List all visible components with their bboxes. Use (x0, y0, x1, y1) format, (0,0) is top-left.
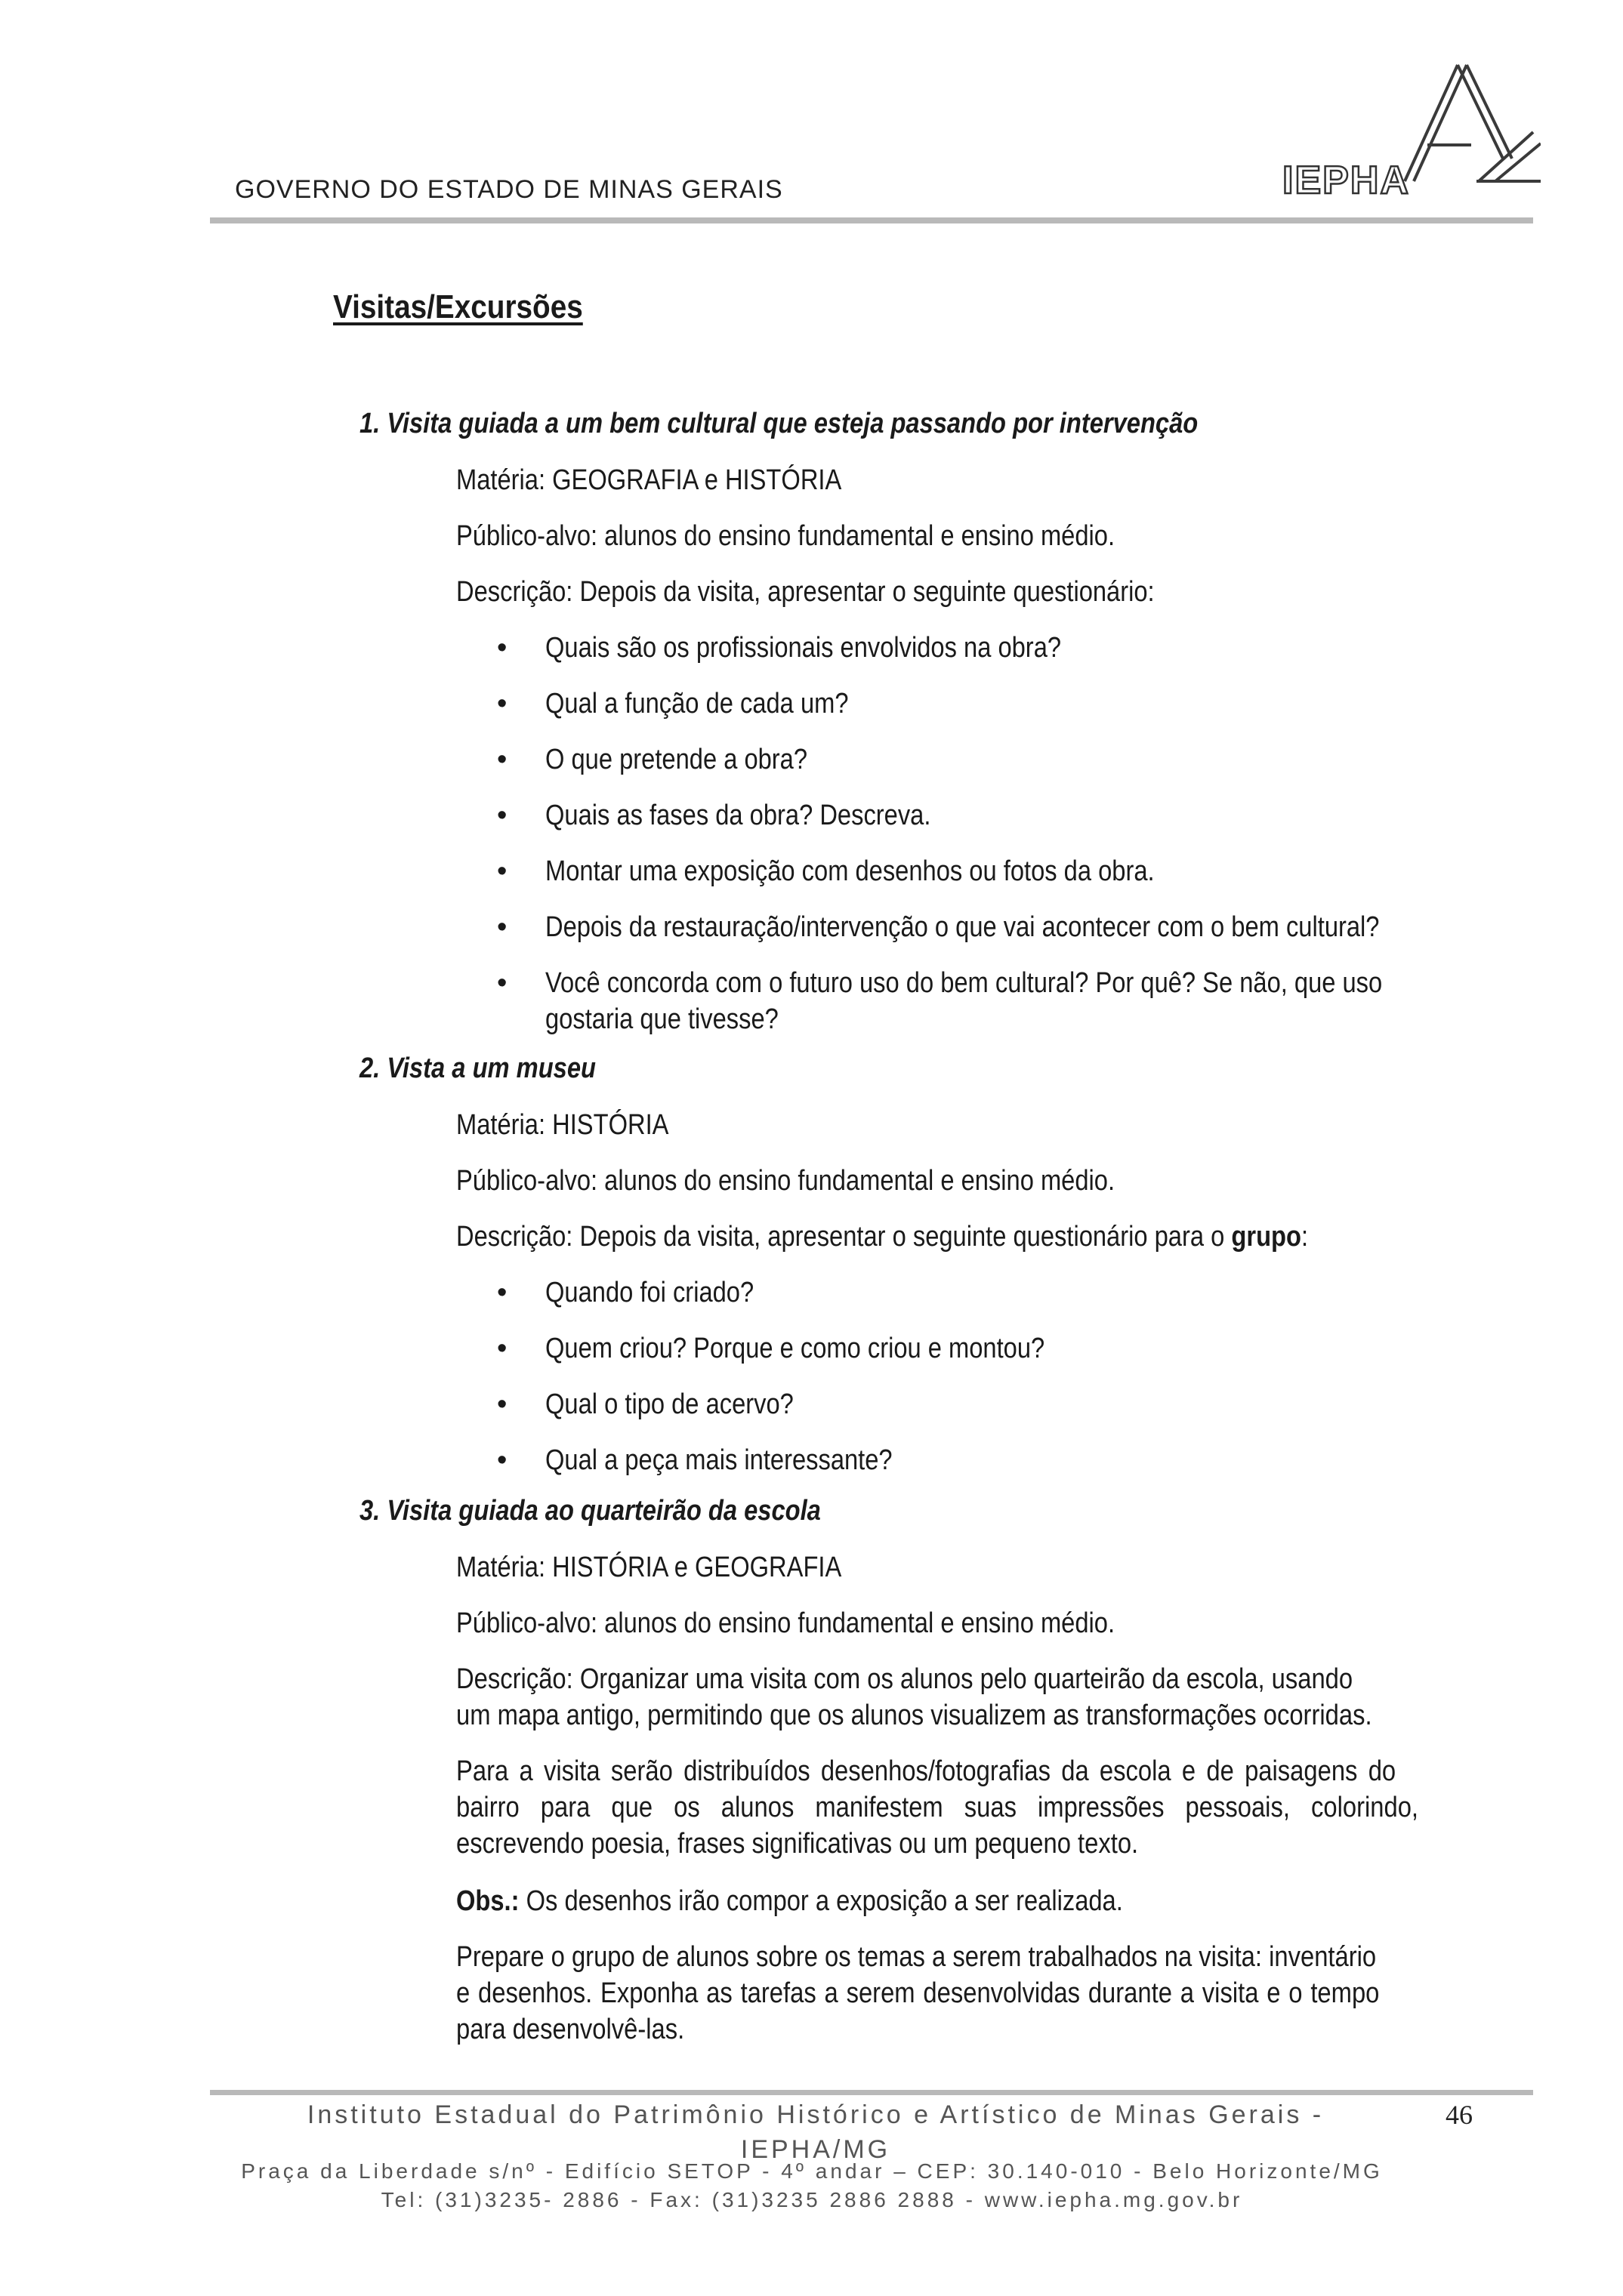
list-item-text: Qual o tipo de acervo? (545, 1388, 794, 1420)
obs-text: Os desenhos irão compor a exposição a ser realizada. (519, 1885, 1123, 1917)
list-item-text: Quais as fases da obra? Descreva. (545, 800, 931, 831)
section-2-publico: Público-alvo: alunos do ensino fundamental e ensino médio. (456, 1165, 1115, 1197)
list-item-text: Você concorda com o futuro uso do bem cultural? Por quê? Se não, que uso (545, 967, 1383, 999)
list-item-text: Quais são os profissionais envolvidos na obra? (545, 632, 1062, 664)
footer-institute-line2: IEPHA/MG (740, 2135, 891, 2164)
text-line: Descrição: Organizar uma visita com os alunos pelo quarteirão da escola, usando (456, 1663, 1353, 1695)
section-2-materia: Matéria: HISTÓRIA (456, 1109, 669, 1141)
list-item-text: Quem criou? Porque e como criou e montou? (545, 1333, 1045, 1364)
footer-institute (227, 2097, 1405, 2167)
list-item-text: Quando foi criado? (545, 1277, 754, 1308)
text-line: escrevendo poesia, frases significativas ou um pequeno texto. (456, 1828, 1139, 1860)
section-3-prepare (456, 1939, 1483, 2048)
bullet-icon: • (497, 1444, 508, 1476)
bullet-icon: • (497, 1333, 508, 1364)
descricao-text: Descrição: Depois da visita, apresentar o seguinte questionário para o (456, 1221, 1232, 1253)
section-3-obs (456, 1883, 1123, 1919)
section-3-descricao (456, 1661, 1483, 1734)
footer-contact: Tel: (31)3235- 2886 - Fax: (31)3235 2886 2888 - www.iepha.mg.gov.br (381, 2188, 1243, 2211)
text-line: e desenhos. Exponha as tarefas a serem desenvolvidas durante a visita e o tempo (456, 1977, 1380, 2009)
iepha-logo (1276, 60, 1541, 211)
footer-address: Praça da Liberdade s/nº - Edifício SETOP - 4º andar – CEP: 30.140-010 - Belo Horizonte/MG (241, 2159, 1383, 2183)
bullet-icon: • (497, 800, 508, 831)
section-3-publico: Público-alvo: alunos do ensino fundamental e ensino médio. (456, 1607, 1115, 1639)
bullet-icon: • (497, 632, 508, 664)
section-2-heading: 2. Vista a um museu (359, 1052, 596, 1084)
list-item-text: O que pretende a obra? (545, 744, 808, 775)
text-line: um mapa antigo, permitindo que os alunos visualizem as transformações ocorridas. (456, 1700, 1372, 1731)
bullet-icon: • (497, 688, 508, 720)
text-line: para desenvolvê-las. (456, 2014, 685, 2045)
page-number: 46 (1446, 2100, 1473, 2130)
bullet-icon: • (497, 744, 508, 775)
section-1-heading: 1. Visita guiada a um bem cultural que esteja passando por intervenção (359, 408, 1199, 439)
list-item-text: Qual a função de cada um? (545, 688, 849, 720)
bullet-icon: • (497, 967, 508, 999)
header-title: GOVERNO DO ESTADO DE MINAS GERAIS (235, 175, 783, 204)
obs-label: Obs.: (456, 1885, 520, 1917)
section-2-descricao (456, 1219, 1308, 1255)
bullet-icon: • (497, 911, 508, 943)
list-item-text: Montar uma exposição com desenhos ou fotos da obra. (545, 855, 1155, 887)
descricao-punct: : (1301, 1221, 1309, 1253)
section-3-paragraph (456, 1753, 1483, 1862)
list-item-text: Qual a peça mais interessante? (545, 1444, 893, 1476)
logo-text: IEPHA (1282, 159, 1410, 202)
list-item-text: gostaria que tivesse? (545, 1003, 779, 1035)
bullet-icon: • (497, 1388, 508, 1420)
descricao-emphasis: grupo (1231, 1221, 1301, 1253)
section-3-heading: 3. Visita guiada ao quarteirão da escola (359, 1495, 821, 1527)
section-1-publico: Público-alvo: alunos do ensino fundamental e ensino médio. (456, 520, 1115, 552)
footer-institute-line1: Instituto Estadual do Patrimônio Histórico e Artístico de Minas Gerais - (307, 2100, 1325, 2129)
section-3-materia: Matéria: HISTÓRIA e GEOGRAFIA (456, 1552, 842, 1583)
text-line: Para a visita serão distribuídos desenhos/fotografias da escola e de paisagens do (456, 1755, 1396, 1787)
text-line: Prepare o grupo de alunos sobre os temas a serem trabalhados na visita: inventário (456, 1941, 1377, 1973)
text-line: bairro para que os alunos manifestem suas impressões pessoais, colorindo, (456, 1792, 1419, 1823)
bullet-icon: • (497, 855, 508, 887)
list-item-text: Depois da restauração/intervenção o que vai acontecer com o bem cultural? (545, 911, 1380, 943)
footer-divider (210, 2090, 1533, 2095)
page-title: Visitas/Excursões (333, 288, 583, 325)
bullet-icon: • (497, 1277, 508, 1308)
section-1-descricao: Descrição: Depois da visita, apresentar o seguinte questionário: (456, 576, 1155, 608)
section-1-materia: Matéria: GEOGRAFIA e HISTÓRIA (456, 464, 842, 496)
header-divider (210, 217, 1533, 223)
